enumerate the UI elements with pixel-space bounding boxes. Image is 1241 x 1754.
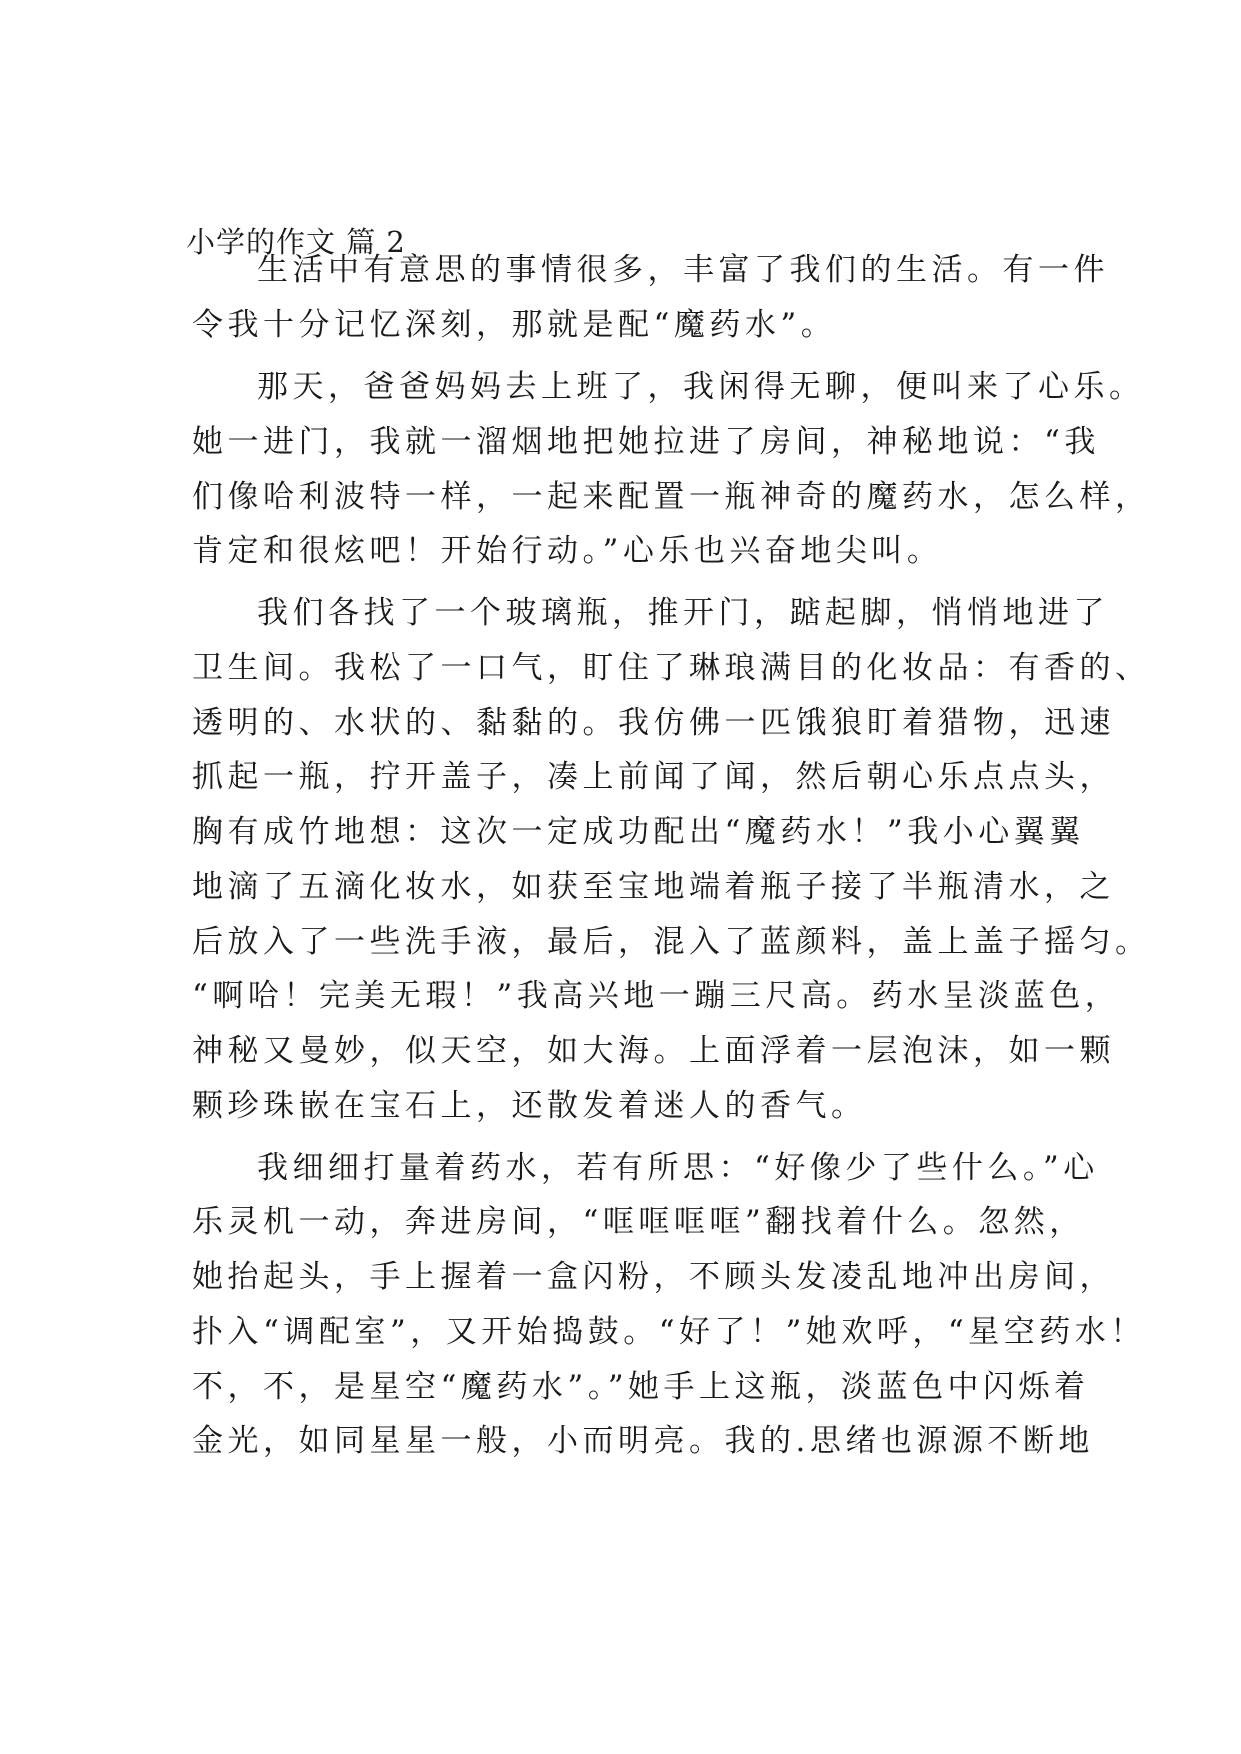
paragraph-line: 令我十分记忆深刻，那就是配“魔药水”。: [192, 307, 837, 343]
paragraph-line: 抓起一瓶，拧开盖子，凑上前闻了闻，然后朝心乐点点头，: [192, 759, 1115, 795]
document-title: 小学的作文 篇 2: [186, 225, 406, 259]
paragraph-line: 扑入“调配室”，又开始捣鼓。“好了！”她欢呼，“星空药水！: [192, 1314, 1146, 1350]
paragraph-line: 我细细打量着药水，若有所思：“好像少了些什么。”心: [257, 1150, 1099, 1186]
paragraph-line: 那天，爸爸妈妈去上班了，我闲得无聊，便叫来了心乐。: [257, 369, 1145, 405]
paragraph-line: 肯定和很炫吧！开始行动。”心乐也兴奋地尖叫。: [192, 533, 943, 569]
paragraph-line: “啊哈！完美无瑕！”我高兴地一蹦三尺高。药水呈淡蓝色，: [192, 978, 1121, 1014]
paragraph-line: 们像哈利波特一样，一起来配置一瓶神奇的魔药水，怎么样，: [192, 479, 1151, 515]
paragraph-line: 透明的、水状的、黏黏的。我仿佛一匹饿狼盯着猎物，迅速: [192, 705, 1115, 741]
paragraph-line: 我们各找了一个玻璃瓶，推开门，踮起脚，悄悄地进了: [257, 595, 1109, 631]
paragraph-line: 她抬起头，手上握着一盒闪粉，不顾头发凌乱地冲出房间，: [192, 1259, 1115, 1295]
paragraph-line: 不，不，是星空“魔药水”。”她手上这瓶，淡蓝色中闪烁着: [192, 1369, 1090, 1405]
paragraph-line: 金光，如同星星一般，小而明亮。我的.思绪也源源不断地: [192, 1423, 1094, 1459]
paragraph-line: 乐灵机一动，奔进房间，“哐哐哐哐”翻找着什么。忽然，: [192, 1204, 1085, 1240]
paragraph-line: 胸有成竹地想：这次一定成功配出“魔药水！”我小心翼翼: [192, 814, 1085, 850]
paragraph-line: 后放入了一些洗手液，最后，混入了蓝颜料，盖上盖子摇匀。: [192, 924, 1151, 960]
paragraph-line: 她一进门，我就一溜烟地把她拉进了房间，神秘地说：“我: [192, 424, 1100, 460]
paragraph-line: 地滴了五滴化妆水，如获至宝地端着瓶子接了半瓶清水，之: [192, 869, 1115, 905]
paragraph-line: 神秘又曼妙，似天空，如大海。上面浮着一层泡沫，如一颗: [192, 1033, 1115, 1069]
paragraph-line: 生活中有意思的事情很多，丰富了我们的生活。有一件: [257, 252, 1109, 288]
paragraph-line: 卫生间。我松了一口气，盯住了琳琅满目的化妆品：有香的、: [192, 650, 1151, 686]
paragraph-line: 颗珍珠嵌在宝石上，还散发着迷人的香气。: [192, 1088, 867, 1124]
